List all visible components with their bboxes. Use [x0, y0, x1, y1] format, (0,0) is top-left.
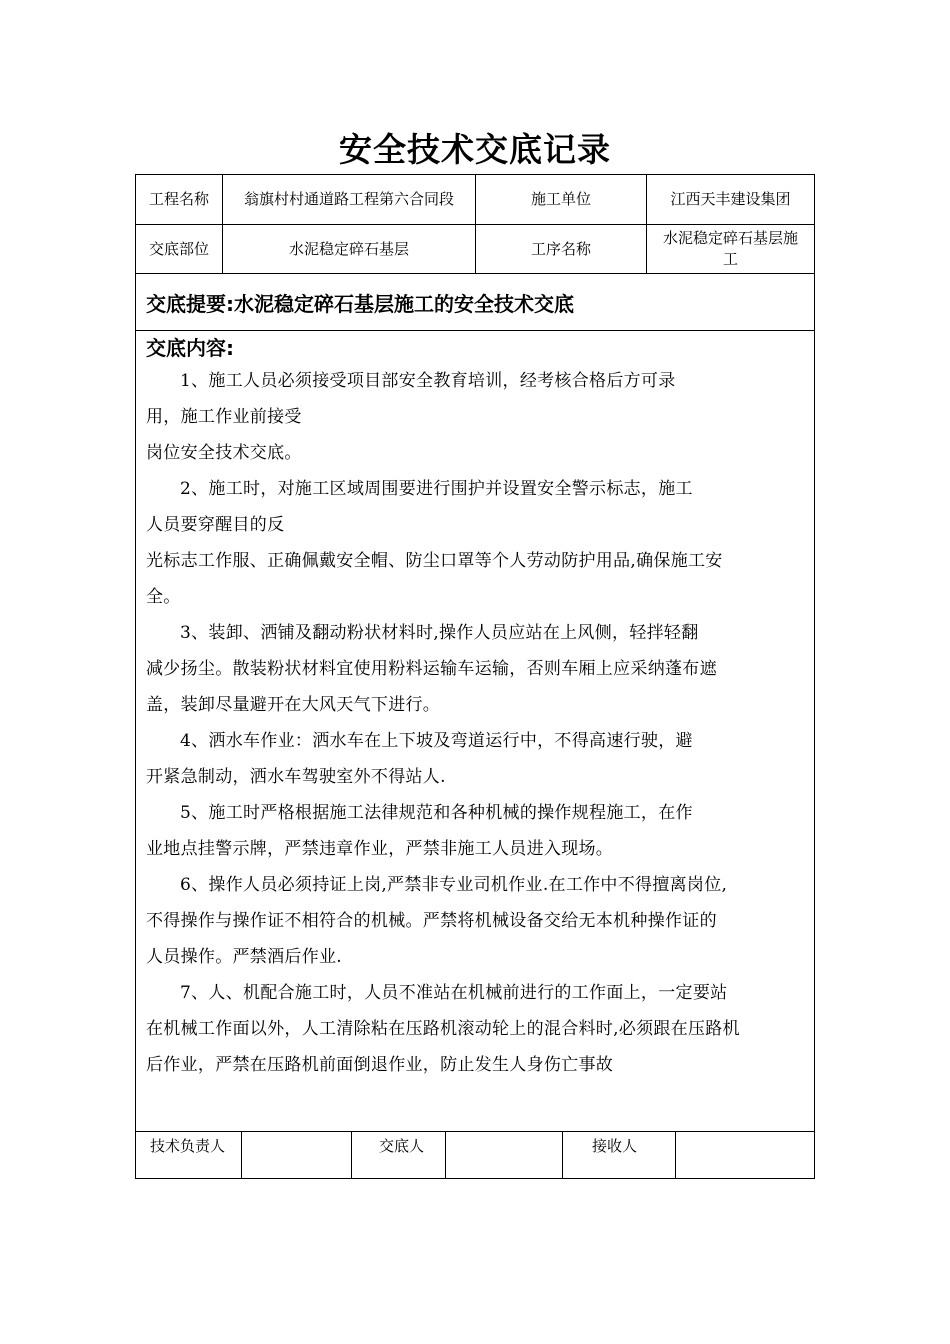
project-name-label: 工程名称	[148, 190, 209, 208]
content-line: 岗位安全技术交底。	[146, 443, 302, 463]
row-divider	[136, 330, 814, 331]
content-line: 在机械工作面以外，人工清除粘在压路机滚动轮上的混合料时,必须跟在压路机	[146, 1019, 740, 1039]
receiver-label: 接收人	[592, 1137, 638, 1155]
content-line: 盖，装卸尽量避开在大风天气下进行。	[146, 695, 441, 715]
contractor-value: 江西天丰建设集团	[670, 190, 791, 208]
content-line: 光标志工作服、正确佩戴安全帽、防尘口罩等个人劳动防护用品,确保施工安	[146, 551, 723, 571]
content-line: 1、施工人员必须接受项目部安全教育培训，经考核合格后方可录	[180, 371, 676, 391]
content-body	[146, 363, 806, 1083]
tech-lead-label: 技术负责人	[150, 1137, 226, 1155]
content-label: 交底内容:	[146, 336, 234, 360]
contractor-label: 施工单位	[530, 190, 591, 208]
content-line: 5、施工时严格根据施工法律规范和各种机械的操作规程施工，在作	[180, 803, 693, 823]
content-line: 2、施工时，对施工区域周围要进行围护并设置安全警示标志，施工	[180, 479, 693, 499]
content-line: 6、操作人员必须持证上岗,严禁非专业司机作业.在工作中不得擅离岗位,	[180, 875, 728, 895]
location-value: 水泥稳定碎石基层	[288, 239, 409, 258]
content-line: 后作业，严禁在压路机前面倒退作业，防止发生人身伤亡事故	[146, 1055, 614, 1075]
content-line: 全。	[146, 587, 181, 607]
content-line: 业地点挂警示牌，严禁违章作业，严禁非施工人员进入现场。	[146, 839, 614, 859]
col-divider	[241, 1131, 242, 1178]
location-label: 交底部位	[148, 239, 209, 258]
content-line: 开紧急制动，洒水车驾驶室外不得站人.	[146, 767, 446, 787]
content-line: 减少扬尘。散装粉状材料宜使用粉料运输车运输，否则车厢上应采纳蓬布遮	[146, 659, 717, 679]
col-divider	[351, 1131, 352, 1178]
disclosure-table	[135, 174, 815, 1179]
process-label: 工序名称	[530, 239, 591, 258]
discloser-label: 交底人	[379, 1137, 425, 1155]
col-divider	[562, 1131, 563, 1178]
project-name-value: 翁旗村村通道路工程第六合同段	[243, 190, 454, 208]
page-title: 安全技术交底记录	[339, 130, 611, 169]
content-line: 人员操作。严禁酒后作业.	[146, 947, 343, 967]
row-divider	[136, 273, 814, 274]
content-line: 7、人、机配合施工时，人员不准站在机械前进行的工作面上，一定要站	[180, 983, 728, 1003]
content-line: 不得操作与操作证不相符合的机械。严禁将机械设备交给无本机种操作证的	[146, 911, 717, 931]
content-line: 4、洒水车作业：洒水车在上下坡及弯道运行中，不得高速行驶，避	[180, 731, 693, 751]
process-value: 水泥稳定碎石基层施工	[662, 229, 798, 268]
content-line: 3、装卸、洒铺及翻动粉状材料时,操作人员应站在上风侧，轻拌轻翻	[180, 623, 699, 643]
col-divider	[445, 1131, 446, 1178]
content-line: 人员要穿醒目的反	[146, 515, 285, 535]
content-line: 用，施工作业前接受	[146, 407, 302, 427]
disclosure-summary: 交底提要:水泥稳定碎石基层施工的安全技术交底	[146, 292, 574, 316]
row-divider	[136, 1131, 814, 1132]
col-divider	[675, 1131, 676, 1178]
